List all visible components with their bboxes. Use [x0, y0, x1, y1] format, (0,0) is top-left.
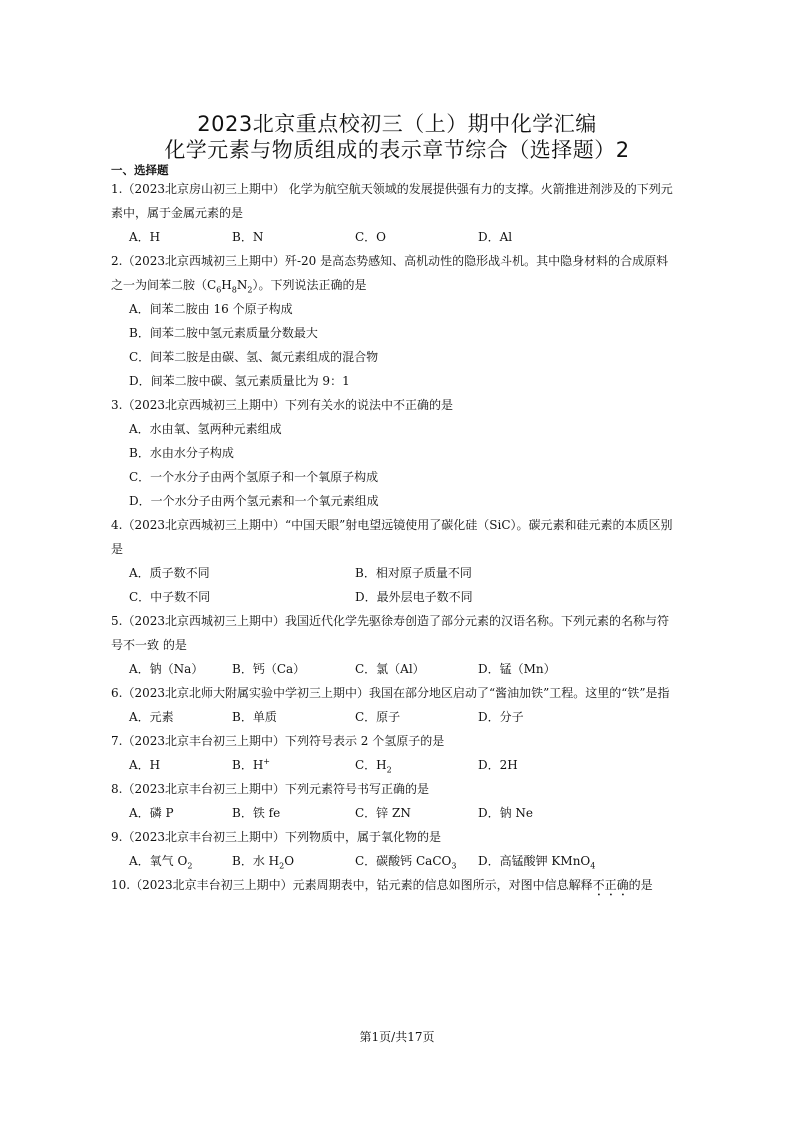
q8-option-c: C．锌 ZN: [355, 806, 411, 820]
q9-option-d: D．高锰酸钾 KMnO$_4$: [478, 854, 596, 871]
q3-option-b: B．水由水分子构成: [129, 446, 234, 460]
q1-option-a: A．H: [129, 230, 161, 244]
q1-option-c: C．O: [355, 230, 387, 244]
question-8-line-1: 8.（2023北京丰台初三上期中）下列元素符号书写正确的是: [111, 782, 429, 796]
q7-option-b: B．H+: [232, 757, 270, 772]
q6-option-b: B．单质: [232, 710, 277, 724]
q9-option-b: B．水 $H_2O$: [232, 854, 295, 871]
page-subtitle: 化学元素与物质组成的表示章节综合（选择题）2: [164, 138, 630, 162]
q6-option-d: D．分子: [478, 710, 524, 724]
q7-option-c: C．$H_2$: [355, 758, 392, 775]
q6-option-a: A．元素: [129, 710, 174, 724]
q8-option-d: D．钠 Ne: [478, 806, 534, 820]
page-footer: 第1页/共17页: [359, 1030, 435, 1044]
q3-option-a: A．水由氧、氢两种元素组成: [129, 422, 282, 436]
question-4-line-2: 是: [111, 542, 124, 556]
q6-option-c: C．原子: [355, 710, 401, 724]
question-1-line-2: 素中，属于金属元素的是: [111, 206, 244, 220]
q7-option-a: A．H: [129, 758, 161, 772]
q9-option-c: C．碳酸钙 CaCO$_3$: [355, 854, 457, 871]
q2-option-c: C．间苯二胺是由碳、氢、氮元素组成的混合物: [129, 350, 379, 364]
q3-option-c: C．一个水分子由两个氢原子和一个氧原子构成: [129, 470, 379, 484]
q2-option-b: B．间苯二胺中氢元素质量分数最大: [129, 326, 318, 340]
q8-option-b: B．铁 fe: [232, 806, 281, 820]
question-4-line-1: 4.（2023北京西城初三上期中）“中国天眼”射电望远镜使用了碳化硅（SiC）。碳元素和硅元素的本质区别: [111, 518, 673, 532]
question-6-line-1: 6.（2023北京北师大附属实验中学初三上期中）我国在部分地区启动了“酱油加铁”工程。这里的“铁”是指: [111, 686, 670, 700]
q5-option-c: C．氯（Al）: [355, 662, 425, 676]
emphasis-not-correct: 不正确: [592, 878, 629, 892]
q4-option-b: B．相对原子质量不同: [355, 566, 472, 580]
q1-option-d: D．Al: [478, 230, 513, 244]
question-2-line-2: 之一为间苯二胺$(C_6H_8N_2)$。下列说法正确的是: [111, 278, 367, 295]
page-title: 2023北京重点校初三（上）期中化学汇编: [197, 112, 597, 136]
q5-option-d: D．锰（Mn）: [478, 662, 556, 676]
question-7-line-1: 7.（2023北京丰台初三上期中）下列符号表示 2 个氢原子的是: [111, 734, 445, 748]
question-5-line-2: 号不一致 的是: [111, 638, 187, 652]
question-3-line-1: 3.（2023北京西城初三上期中）下列有关水的说法中不正确的是: [111, 398, 453, 412]
section-heading: 一、选择题: [111, 163, 169, 177]
q9-option-a: A．氧气 $O_2$: [129, 854, 193, 871]
q4-option-c: C．中子数不同: [129, 590, 211, 604]
q2-option-a: A．间苯二胺由 16 个原子构成: [129, 302, 293, 316]
question-10-line-1: 10.（2023北京丰台初三上期中）元素周期表中，钴元素的信息如图所示，对图中信息解释不正确的是: [111, 878, 653, 892]
q2-option-d: D．间苯二胺中碳、氢元素质量比为 9：1: [129, 374, 350, 388]
q4-option-d: D．最外层电子数不同: [355, 590, 473, 604]
question-1-line-1: 1.（2023北京房山初三上期中） 化学为航空航天领域的发展提供强有力的支撑。火箭推进剂涉及的下列元: [111, 182, 673, 196]
question-2-line-1: 2.（2023北京西城初三上期中）歼-20 是高态势感知、高机动性的隐形战斗机。其中隐身材料的合成原料: [111, 254, 669, 268]
question-5-line-1: 5.（2023北京西城初三上期中）我国近代化学先驱徐寿创造了部分元素的汉语名称。下列元素的名称与符: [111, 614, 669, 628]
q5-option-b: B．钙（Ca）: [232, 662, 306, 676]
q1-option-b: B．N: [232, 230, 264, 244]
q5-option-a: A．钠（Na）: [129, 662, 204, 676]
q7-option-d: D．2H: [478, 758, 518, 772]
q4-option-a: A．质子数不同: [129, 566, 210, 580]
question-9-line-1: 9.（2023北京丰台初三上期中）下列物质中，属于氧化物的是: [111, 830, 441, 844]
q3-option-d: D．一个水分子由两个氢元素和一个氧元素组成: [129, 494, 379, 508]
q8-option-a: A．磷 P: [129, 806, 174, 820]
